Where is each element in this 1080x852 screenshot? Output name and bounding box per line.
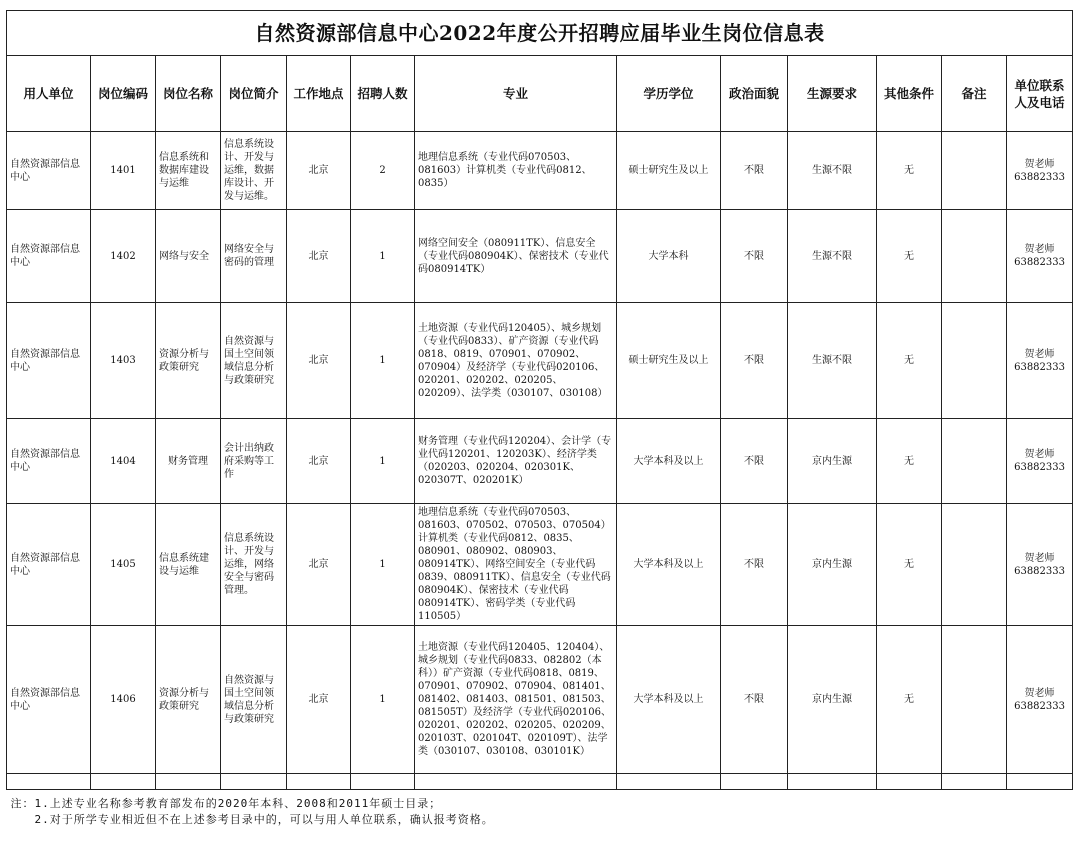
cell-major: 财务管理（专业代码120204）、会计学（专业代码120201、120203K）、经济学类（020203、020204、020301K、020307T、020201K）	[415, 419, 617, 504]
cell-major: 土地资源（专业代码120405）、城乡规划（专业代码0833）、矿产资源（专业代码0818、0819、070901、070902、070904）及经济学（专业代码020106、020201、020202、020205、020209）、法学类（030107、030108）	[415, 303, 617, 419]
cell-remark	[942, 132, 1007, 210]
cell-count: 1	[351, 626, 415, 774]
cell-political: 不限	[721, 626, 788, 774]
cell-degree: 硕士研究生及以上	[617, 132, 721, 210]
cell-location: 北京	[287, 504, 351, 626]
cell-code: 1402	[91, 210, 156, 303]
cell-code: 1404	[91, 419, 156, 504]
cell-major: 地理信息系统（专业代码070503、081603、070502、070503、070504）计算机类（专业代码0812、0835、080901、080902、080903、080914TK）、网络空间安全（专业代码0839、080911TK）、信息安全（专业代码080904K）、保密技术（专业代码080914TK）、密码学类（专业代码110505）	[415, 504, 617, 626]
cell-intro: 自然资源与国土空间领域信息分析与政策研究	[221, 303, 287, 419]
cell-origin: 京内生源	[788, 504, 877, 626]
cell-political: 不限	[721, 419, 788, 504]
header-origin: 生源要求	[788, 56, 877, 132]
cell-code: 1403	[91, 303, 156, 419]
cell-origin: 生源不限	[788, 132, 877, 210]
cell-location: 北京	[287, 419, 351, 504]
cell-unit: 自然资源部信息中心	[7, 303, 91, 419]
cell-major: 地理信息系统（专业代码070503、081603）计算机类（专业代码0812、0835）	[415, 132, 617, 210]
cell-remark	[942, 210, 1007, 303]
notes-row	[7, 790, 1073, 829]
cell-position: 信息系统和数据库建设与运维	[156, 132, 221, 210]
cell-unit: 自然资源部信息中心	[7, 210, 91, 303]
cell-unit: 自然资源部信息中心	[7, 132, 91, 210]
cell-other: 无	[877, 504, 942, 626]
table-row	[7, 210, 1073, 303]
recruitment-sheet	[6, 10, 1072, 828]
header-unit: 用人单位	[7, 56, 91, 132]
spacer-row	[7, 774, 1073, 790]
cell-code: 1405	[91, 504, 156, 626]
cell-degree: 大学本科及以上	[617, 419, 721, 504]
cell-location: 北京	[287, 210, 351, 303]
cell-count: 1	[351, 419, 415, 504]
header-political: 政治面貌	[721, 56, 788, 132]
header-count: 招聘人数	[351, 56, 415, 132]
header-location: 工作地点	[287, 56, 351, 132]
cell-position: 资源分析与政策研究	[156, 303, 221, 419]
cell-unit: 自然资源部信息中心	[7, 626, 91, 774]
table-row	[7, 303, 1073, 419]
note-line-1: 注：1.上述专业名称参考教育部发布的2020年本科、2008和2011年硕士目录；	[10, 797, 442, 810]
cell-major: 网络空间安全（080911TK）、信息安全（专业代码080904K）、保密技术（专业代码080914TK）	[415, 210, 617, 303]
cell-count: 1	[351, 210, 415, 303]
cell-degree: 大学本科	[617, 210, 721, 303]
cell-unit: 自然资源部信息中心	[7, 504, 91, 626]
note-line-2: 2.对于所学专业相近但不在上述参考目录中的，可以与用人单位联系，确认报考资格。	[34, 813, 494, 826]
cell-position: 资源分析与政策研究	[156, 626, 221, 774]
cell-intro: 网络安全与密码的管理	[221, 210, 287, 303]
table-row	[7, 419, 1073, 504]
header-row	[7, 56, 1073, 132]
cell-other: 无	[877, 303, 942, 419]
cell-political: 不限	[721, 210, 788, 303]
header-major: 专业	[415, 56, 617, 132]
cell-remark	[942, 504, 1007, 626]
cell-other: 无	[877, 626, 942, 774]
cell-count: 1	[351, 504, 415, 626]
cell-origin: 京内生源	[788, 419, 877, 504]
cell-location: 北京	[287, 132, 351, 210]
cell-intro: 会计出纳政府采购等工作	[221, 419, 287, 504]
notes-block	[7, 790, 1073, 829]
job-table	[6, 10, 1073, 828]
cell-major: 土地资源（专业代码120405、120404）、城乡规划（专业代码0833、082802（本科））矿产资源（专业代码0818、0819、070901、070902、070904、081401、081402、081403、081501、081503、081505T）及经济学（专业代码020106、020201、020202、020205、020209、020103T、020104T、020109T）、法学类（030107、030108、030101K）	[415, 626, 617, 774]
cell-location: 北京	[287, 303, 351, 419]
header-contact: 单位联系人及电话	[1007, 56, 1073, 132]
cell-contact: 贺老师63882333	[1007, 504, 1073, 626]
cell-contact: 贺老师63882333	[1007, 210, 1073, 303]
cell-remark	[942, 419, 1007, 504]
cell-contact: 贺老师63882333	[1007, 626, 1073, 774]
cell-origin: 生源不限	[788, 303, 877, 419]
cell-intro: 自然资源与国土空间领域信息分析与政策研究	[221, 626, 287, 774]
cell-contact: 贺老师63882333	[1007, 419, 1073, 504]
table-title: 自然资源部信息中心2022年度公开招聘应届毕业生岗位信息表	[7, 11, 1073, 56]
cell-political: 不限	[721, 303, 788, 419]
cell-position: 网络与安全	[156, 210, 221, 303]
header-intro: 岗位简介	[221, 56, 287, 132]
cell-position: 信息系统建设与运维	[156, 504, 221, 626]
cell-position: 财务管理	[156, 419, 221, 504]
cell-origin: 生源不限	[788, 210, 877, 303]
cell-remark	[942, 303, 1007, 419]
cell-contact: 贺老师63882333	[1007, 132, 1073, 210]
header-code: 岗位编码	[91, 56, 156, 132]
cell-degree: 硕士研究生及以上	[617, 303, 721, 419]
cell-count: 2	[351, 132, 415, 210]
cell-intro: 信息系统设计、开发与运维，网络安全与密码管理。	[221, 504, 287, 626]
cell-code: 1406	[91, 626, 156, 774]
cell-other: 无	[877, 419, 942, 504]
table-row	[7, 504, 1073, 626]
table-row	[7, 132, 1073, 210]
cell-other: 无	[877, 132, 942, 210]
cell-intro: 信息系统设计、开发与运维，数据库设计、开发与运维。	[221, 132, 287, 210]
cell-location: 北京	[287, 626, 351, 774]
cell-count: 1	[351, 303, 415, 419]
cell-other: 无	[877, 210, 942, 303]
cell-political: 不限	[721, 132, 788, 210]
cell-origin: 京内生源	[788, 626, 877, 774]
header-position: 岗位名称	[156, 56, 221, 132]
header-remark: 备注	[942, 56, 1007, 132]
cell-contact: 贺老师63882333	[1007, 303, 1073, 419]
header-degree: 学历学位	[617, 56, 721, 132]
cell-degree: 大学本科及以上	[617, 626, 721, 774]
cell-political: 不限	[721, 504, 788, 626]
cell-code: 1401	[91, 132, 156, 210]
table-row	[7, 626, 1073, 774]
cell-remark	[942, 626, 1007, 774]
cell-unit: 自然资源部信息中心	[7, 419, 91, 504]
cell-degree: 大学本科及以上	[617, 504, 721, 626]
header-other: 其他条件	[877, 56, 942, 132]
